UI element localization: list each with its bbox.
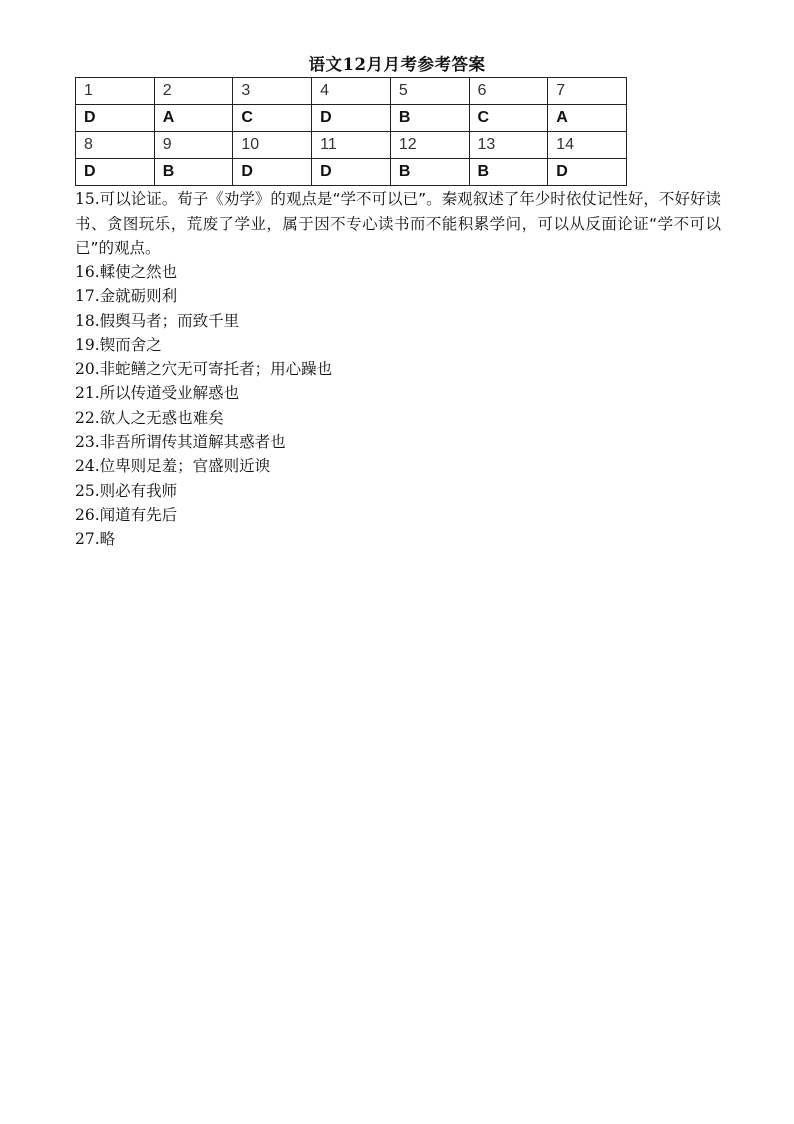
answer-text: 则必有我师 [99, 481, 178, 500]
answer-cell: B [469, 159, 548, 186]
answer-cell: C [233, 105, 312, 132]
answer-number: 18. [75, 311, 100, 330]
answer-15 [75, 187, 721, 261]
question-number-cell: 11 [312, 132, 391, 159]
answer-text: 非蛇鳝之穴无可寄托者；用心躁也 [99, 360, 333, 379]
answer-cell: D [76, 159, 155, 186]
answer-cell: A [548, 105, 627, 132]
answer-cell: D [548, 159, 627, 186]
question-number-cell: 4 [312, 78, 391, 105]
answer-text: 所以传道受业解惑也 [99, 384, 240, 403]
answer-text: 非吾所谓传其道解其惑者也 [99, 433, 286, 452]
answer-cell: B [390, 159, 469, 186]
answer-cell: D [312, 105, 391, 132]
answer-number: 15. [75, 190, 100, 208]
list-item [75, 454, 721, 478]
page-title: 语文12月月考参考答案 [308, 55, 486, 74]
answer-text: 輮使之然也 [99, 263, 178, 281]
answer-number: 19. [75, 335, 100, 354]
answer-text: 略 [99, 530, 116, 549]
question-number-cell: 10 [233, 132, 312, 159]
answer-cell: B [154, 159, 233, 186]
answer-text: 位卑则足羞；官盛则近谀 [99, 457, 271, 476]
answer-number: 20. [75, 360, 100, 379]
answer-number: 27. [75, 530, 100, 549]
question-number-cell: 9 [154, 132, 233, 159]
answer-cell: B [390, 105, 469, 132]
question-number-cell: 1 [76, 78, 155, 105]
answer-text: 锲而舍之 [99, 335, 162, 354]
answer-number: 26. [75, 505, 100, 524]
answer-number: 22. [75, 408, 100, 427]
answer-cell: D [233, 159, 312, 186]
question-number-cell: 5 [390, 78, 469, 105]
answer-text: 可以论证。荀子《劝学》的观点是“学不可以已”。秦观叙述了年少时依仗记性好，不好好读书、贪图玩乐，荒废了学业，属于因不专心读书而不能积累学问，可以从反面论证“学不可以已”的观点。 [75, 190, 721, 257]
list-item [75, 260, 721, 284]
answer-text: 假舆马者；而致千里 [99, 311, 240, 330]
question-number-cell: 3 [233, 78, 312, 105]
list-item [75, 309, 721, 333]
answer-text: 欲人之无惑也难矣 [99, 408, 224, 427]
list-item [75, 430, 721, 454]
answer-number: 17. [75, 287, 100, 306]
answer-number: 16. [75, 263, 100, 281]
question-number-cell: 12 [390, 132, 469, 159]
list-item [75, 333, 721, 357]
answer-table-body [76, 78, 627, 186]
question-number-cell: 14 [548, 132, 627, 159]
answer-number: 21. [75, 384, 100, 403]
answer-text: 金就砺则利 [99, 287, 178, 306]
answer-cell: C [469, 105, 548, 132]
list-item [75, 503, 721, 527]
question-number-row [76, 132, 627, 159]
answer-number: 23. [75, 433, 100, 452]
answer-cell: D [312, 159, 391, 186]
answer-cell: D [76, 105, 155, 132]
list-item [75, 406, 721, 430]
question-number-cell: 6 [469, 78, 548, 105]
answer-number: 24. [75, 457, 100, 476]
question-number-cell: 13 [469, 132, 548, 159]
answer-list [75, 260, 721, 552]
list-item [75, 479, 721, 503]
answer-cell: A [154, 105, 233, 132]
list-item [75, 381, 721, 405]
answer-table [75, 77, 627, 186]
list-item [75, 357, 721, 381]
answer-row [76, 105, 627, 132]
answer-text: 闻道有先后 [99, 505, 178, 524]
question-number-cell: 7 [548, 78, 627, 105]
list-item [75, 284, 721, 308]
answer-row [76, 159, 627, 186]
question-number-row [76, 78, 627, 105]
question-number-cell: 2 [154, 78, 233, 105]
answer-number: 25. [75, 481, 100, 500]
question-number-cell: 8 [76, 132, 155, 159]
list-item [75, 527, 721, 551]
